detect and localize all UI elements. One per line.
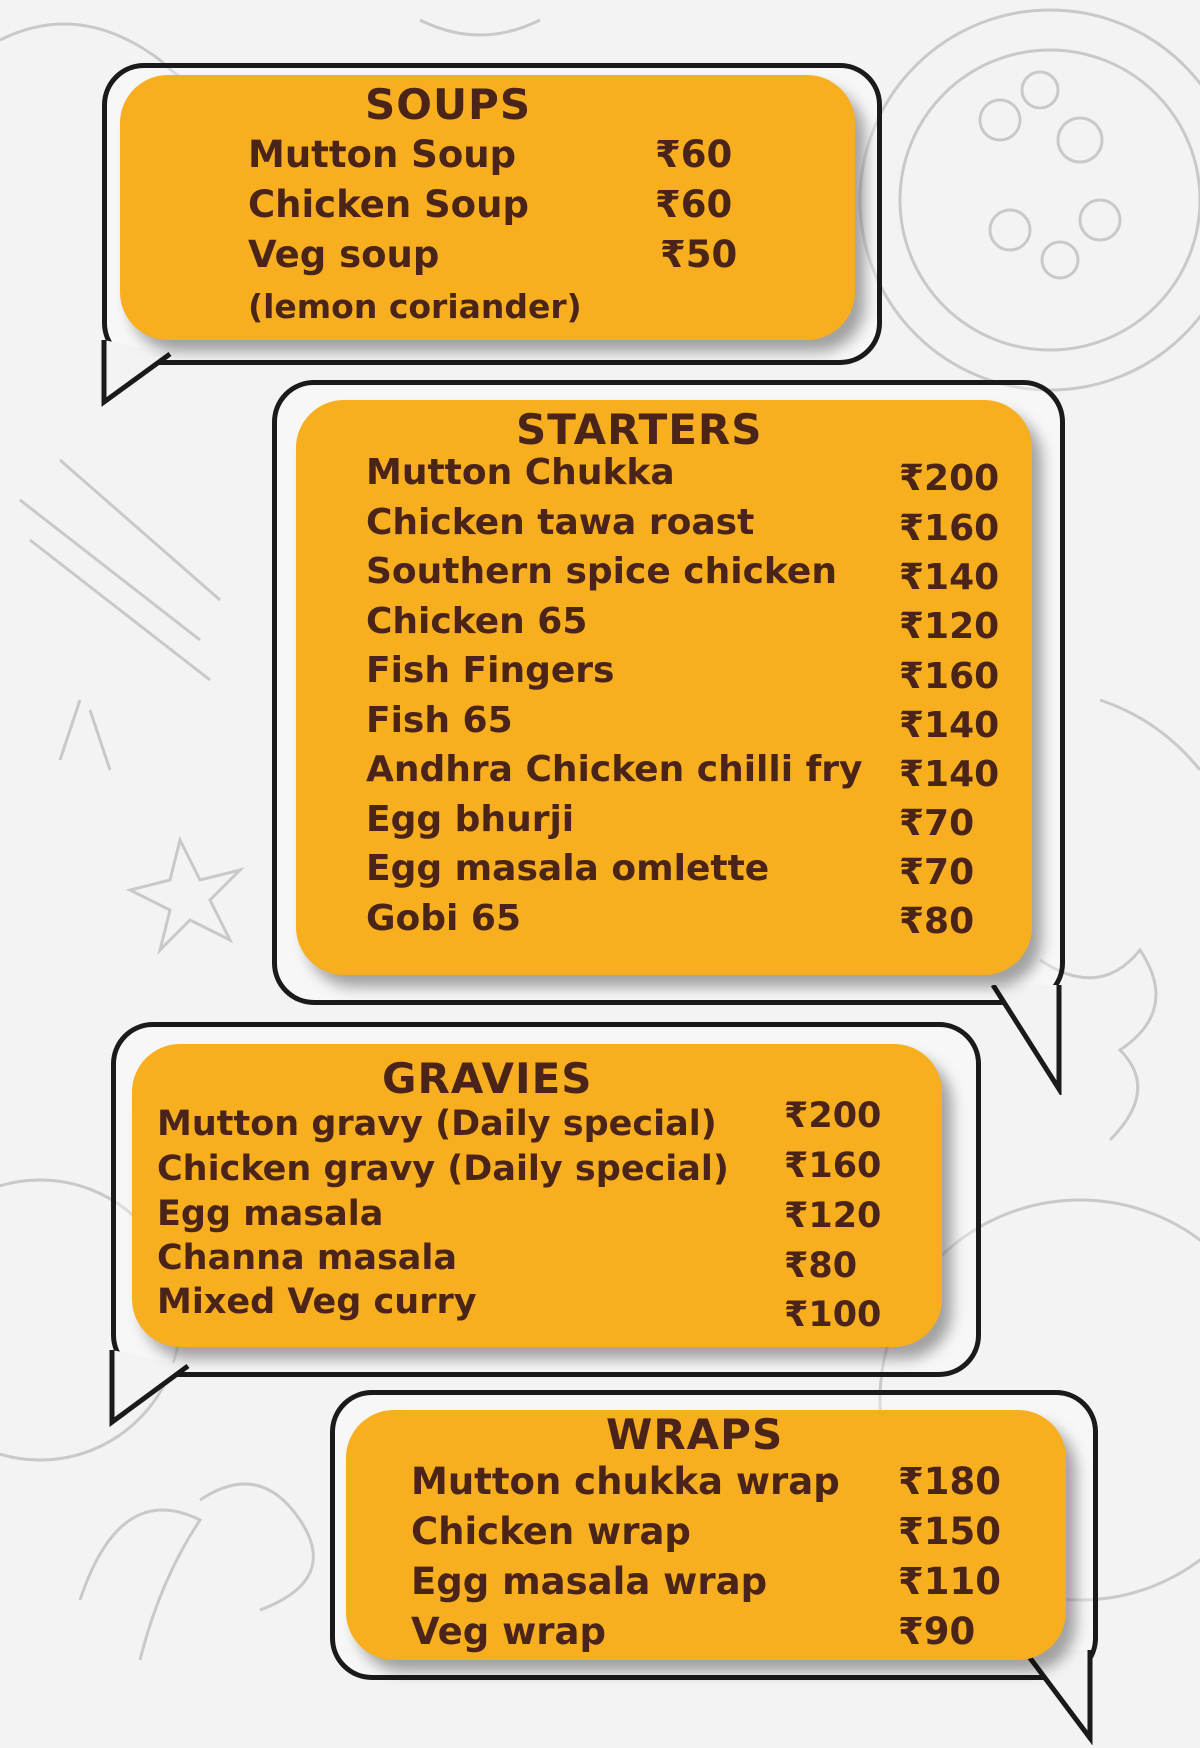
starters-price-8: ₹70 (899, 803, 975, 844)
wraps-item-1: Mutton chukka wrap (411, 1460, 840, 1503)
starters-title: STARTERS (516, 405, 763, 454)
gravies-price-1: ₹200 (784, 1096, 882, 1136)
wraps-item-2: Chicken wrap (411, 1510, 691, 1553)
gravies-panel (132, 1044, 942, 1347)
starters-item-2: Chicken tawa roast (366, 502, 755, 543)
gravies-item-3: Egg masala (157, 1194, 384, 1234)
starters-item-10: Gobi 65 (366, 898, 522, 939)
starters-price-2: ₹160 (899, 508, 1000, 549)
starters-price-7: ₹140 (899, 754, 1000, 795)
starters-price-6: ₹140 (899, 705, 1000, 746)
gravies-price-4: ₹80 (784, 1246, 858, 1286)
soups-tail (100, 340, 180, 410)
starters-item-3: Southern spice chicken (366, 551, 837, 592)
starters-panel (296, 400, 1032, 975)
soups-title: SOUPS (365, 80, 532, 129)
gravies-item-4: Channa masala (157, 1238, 458, 1278)
soups-price-1: ₹60 (655, 133, 733, 176)
starters-item-1: Mutton Chukka (366, 452, 675, 493)
starters-item-7: Andhra Chicken chilli fry (366, 749, 863, 790)
starters-item-4: Chicken 65 (366, 601, 588, 642)
starters-item-8: Egg bhurji (366, 799, 575, 840)
starters-item-9: Egg masala omlette (366, 848, 770, 889)
soups-price-2: ₹60 (655, 183, 733, 226)
soups-note: (lemon coriander) (248, 287, 582, 326)
gravies-price-2: ₹160 (784, 1146, 882, 1186)
soups-panel (120, 75, 855, 340)
starters-item-5: Fish Fingers (366, 650, 615, 691)
wraps-panel (346, 1410, 1066, 1660)
gravies-price-5: ₹100 (784, 1295, 882, 1335)
starters-price-5: ₹160 (899, 656, 1000, 697)
starters-tail (985, 985, 1065, 1095)
gravies-item-5: Mixed Veg curry (157, 1282, 477, 1322)
soups-price-3: ₹50 (660, 233, 738, 276)
soups-item-2: Chicken Soup (248, 183, 529, 226)
starters-price-3: ₹140 (899, 557, 1000, 598)
starters-price-1: ₹200 (899, 458, 1000, 499)
wraps-tail (1018, 1650, 1098, 1745)
starters-price-9: ₹70 (899, 852, 975, 893)
wraps-item-4: Veg wrap (411, 1610, 606, 1653)
wraps-title: WRAPS (606, 1410, 784, 1459)
wraps-price-1: ₹180 (898, 1460, 1001, 1503)
gravies-item-1: Mutton gravy (Daily special) (157, 1104, 717, 1144)
gravies-tail (108, 1350, 198, 1430)
wraps-price-4: ₹90 (898, 1610, 976, 1653)
gravies-price-3: ₹120 (784, 1196, 882, 1236)
wraps-price-3: ₹110 (898, 1560, 1001, 1603)
wraps-item-3: Egg masala wrap (411, 1560, 768, 1603)
soups-item-3: Veg soup (248, 233, 440, 276)
soups-item-1: Mutton Soup (248, 133, 517, 176)
gravies-item-2: Chicken gravy (Daily special) (157, 1149, 729, 1189)
gravies-title: GRAVIES (382, 1054, 593, 1103)
starters-price-10: ₹80 (899, 901, 975, 942)
starters-item-6: Fish 65 (366, 700, 513, 741)
starters-price-4: ₹120 (899, 606, 1000, 647)
wraps-price-2: ₹150 (898, 1510, 1001, 1553)
